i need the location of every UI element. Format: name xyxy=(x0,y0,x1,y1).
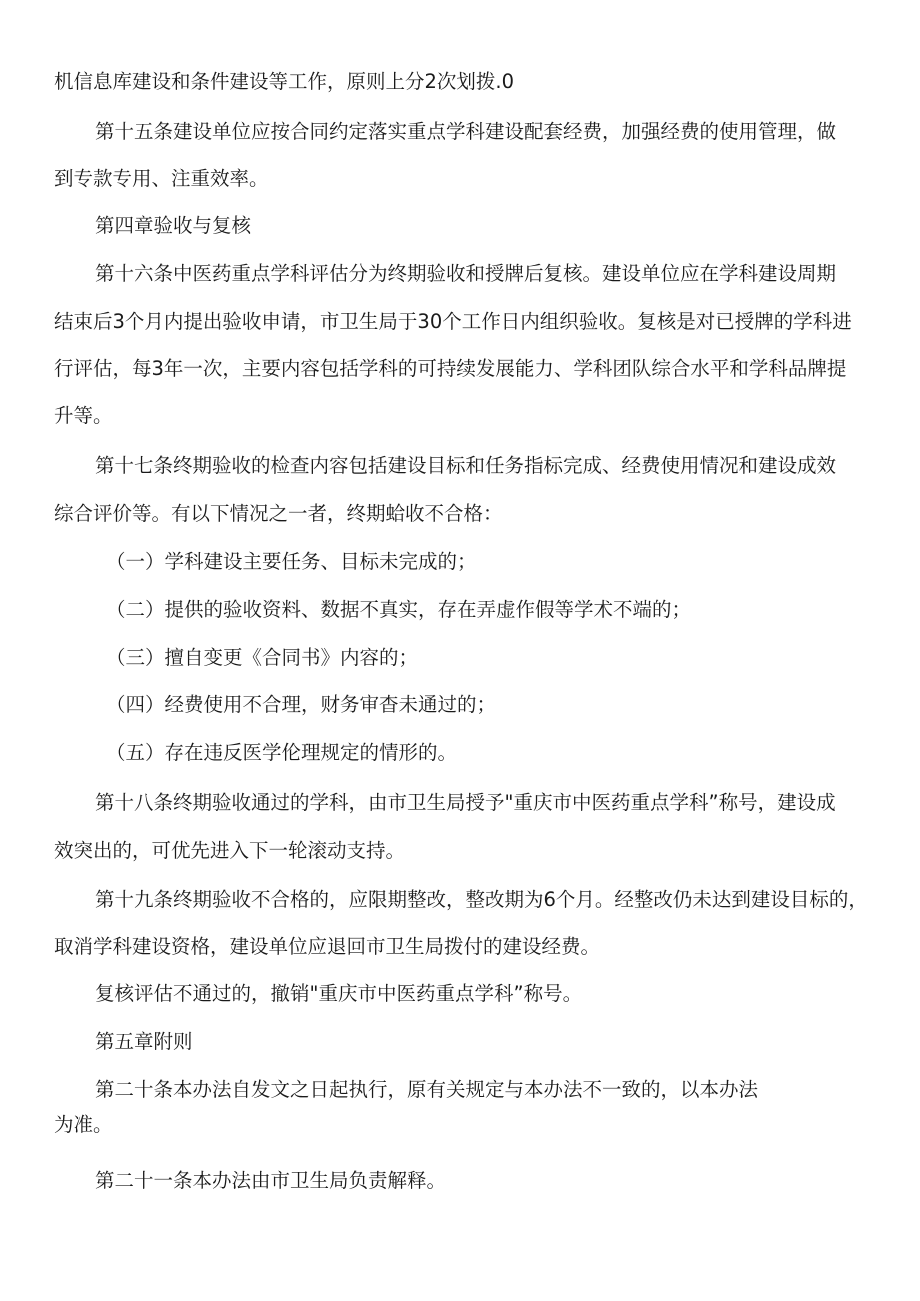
text-line: 综合评价等。有以下情况之一者，终期蛤收不合格： xyxy=(54,502,503,525)
text-line: 第二十条本办法自发文之日起执行，原有关规定与本办法不一致的，以本办法 xyxy=(95,1078,759,1101)
text-line: 结束后3个月内提出验收申请，市卫生局于30个工作日内组织验收。复核是对已授牌的学科进 xyxy=(54,310,852,333)
list-item: （二）提供的验收资料、数据不真实，存在弄虚作假等学术不端的； xyxy=(106,598,692,621)
text-line: 升等。 xyxy=(54,404,113,427)
text-line: 效突出的，可优先进入下一轮滚动支持。 xyxy=(54,839,406,862)
text-line: 第十八条终期验收通过的学科，由市卫生局授予"重庆市中医药重点学科”称号，建设成 xyxy=(95,791,836,814)
text-line: 复核评估不通过的，撤销"重庆市中医药重点学科”称号。 xyxy=(95,982,583,1005)
chapter-heading: 第五章附则 xyxy=(95,1030,193,1053)
text-line: 第十九条终期验收不合格的，应限期整改，整改期为6个月。经整改仍未达到建设目标的， xyxy=(95,888,868,911)
text-line: 第二十一条本办法由市卫生局负责解释。 xyxy=(95,1169,447,1192)
text-line: 到专款专用、注重效率。 xyxy=(54,167,269,190)
text-line: 第十七条终期验收的检查内容包括建设目标和任务指标完成、经费使用情况和建设成效 xyxy=(95,454,837,477)
text-line: 机信息库建设和条件建设等工作，原则上分2次划拨.0 xyxy=(54,70,515,93)
text-line: 行评估，每3年一次，主要内容包括学科的可持续发展能力、学科团队综合水平和学科品牌提 xyxy=(54,357,847,380)
chapter-heading: 第四章验收与复核 xyxy=(95,214,252,237)
list-item: （四）经费使用不合理，财务审杳未通过的； xyxy=(106,693,497,716)
text-line: 第十六条中医药重点学科评估分为终期验收和授牌后复核。建设单位应在学科建设周期 xyxy=(95,262,837,285)
list-item: （三）擅自变更《合同书》内容的； xyxy=(106,646,419,669)
list-item: （五）存在违反医学伦理规定的情形的。 xyxy=(106,741,458,764)
text-line: 第十五条建设单位应按合同约定落实重点学科建设配套经费，加强经费的使用管理，做 xyxy=(95,120,837,143)
text-line: 取消学科建设资格，建设单位应退回市卫生局拨付的建设经费。 xyxy=(54,935,601,958)
list-item: （一）学科建设主要任务、目标未完成的； xyxy=(106,550,477,573)
text-line: 为准。 xyxy=(54,1113,113,1136)
